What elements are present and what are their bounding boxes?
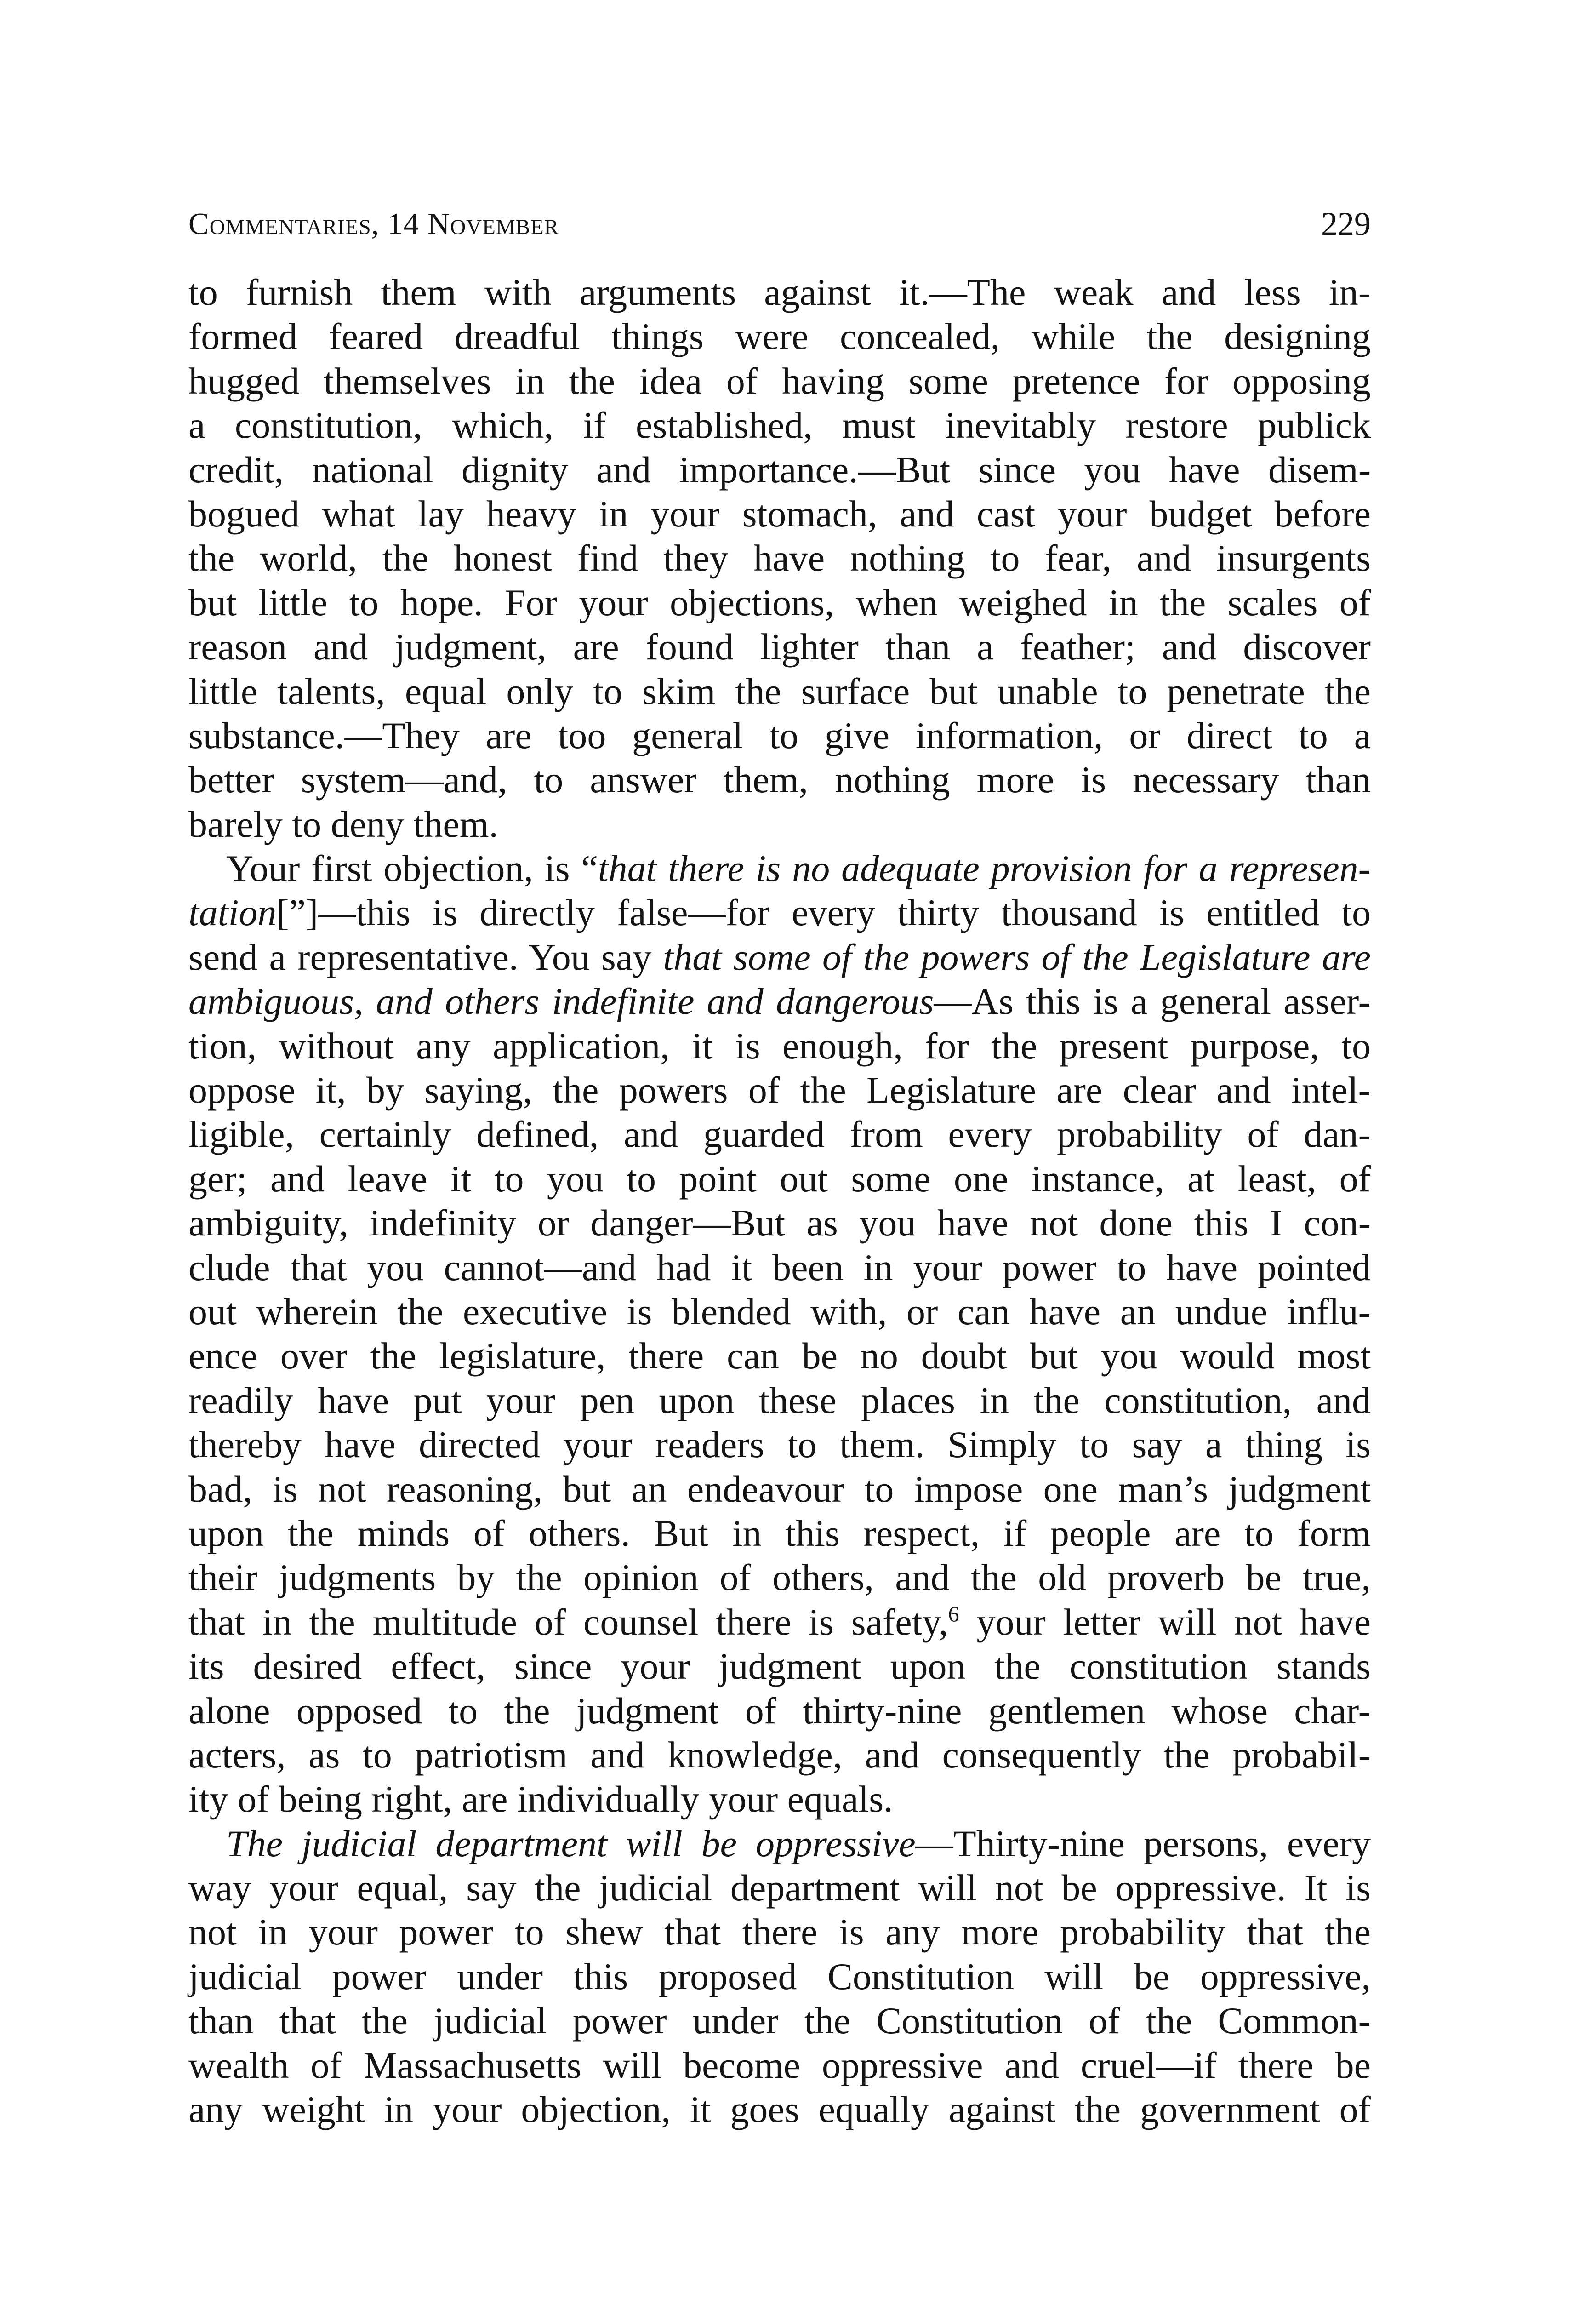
text-run: any weight in your objection, it goes equally against the government of — [188, 2088, 1371, 2131]
text-run: hugged themselves in the idea of having some pretence for opposing — [188, 360, 1371, 402]
text-line — [188, 359, 1371, 403]
text-line — [188, 1556, 1371, 1600]
text-line — [188, 1024, 1371, 1068]
text-line — [188, 1644, 1371, 1688]
text-run: little talents, equal only to skim the surface but unable to penetrate the — [188, 670, 1371, 712]
text-run: out wherein the executive is blended with, or can have an undue influ- — [188, 1290, 1371, 1333]
text-run: than that the judicial power under the Constitution of the Common- — [188, 2000, 1371, 2042]
text-run: [”]—this is directly false—for every thirty thousand is entitled to — [276, 892, 1371, 934]
text-run: —Thirty-nine persons, every — [915, 1822, 1371, 1864]
text-line — [188, 315, 1371, 359]
text-line — [188, 1378, 1371, 1423]
text-run: wealth of Massachusetts will become oppressive and cruel—if there be — [188, 2044, 1371, 2086]
text-line — [188, 2087, 1371, 2132]
text-run: better system—and, to answer them, nothing more is necessary than — [188, 759, 1371, 801]
text-line — [188, 270, 1371, 315]
text-run: readily have put your pen upon these places in the constitution, and — [188, 1379, 1371, 1421]
italic-text: tation — [188, 892, 277, 934]
text-run: tion, without any application, it is enough, for the present purpose, to — [188, 1024, 1371, 1067]
text-line — [188, 979, 1371, 1024]
text-run: that in the multitude of counsel there is safety, — [188, 1601, 948, 1643]
text-line — [188, 1157, 1371, 1201]
text-line — [188, 935, 1371, 979]
text-run: thereby have directed your readers to them. Simply to say a thing is — [188, 1424, 1371, 1466]
text-run: ence over the legislature, there can be no doubt but you would most — [188, 1335, 1371, 1377]
text-line — [188, 1689, 1371, 1733]
text-run: ligible, certainly defined, and guarded from every probability of dan- — [188, 1113, 1371, 1155]
italic-text: The judicial department will be oppressive — [226, 1822, 916, 1864]
text-line — [188, 1999, 1371, 2043]
text-run: substance.—They are too general to give information, or direct to a — [188, 714, 1371, 756]
text-run: formed feared dreadful things were concealed, while the designing — [188, 315, 1371, 358]
text-run: the world, the honest find they have nothing to fear, and insurgents — [188, 537, 1371, 579]
page-number: 229 — [1321, 206, 1371, 242]
body-text — [188, 270, 1371, 2132]
text-run: your letter will not have — [959, 1601, 1371, 1643]
italic-text: that there is no adequate provision for a represen- — [598, 847, 1371, 890]
text-line — [188, 1777, 1371, 1821]
text-line — [188, 891, 1371, 935]
text-line — [188, 403, 1371, 447]
text-line — [188, 1112, 1371, 1156]
text-line — [188, 1511, 1371, 1556]
text-run: to furnish them with arguments against it.—The weak and less in- — [188, 271, 1371, 313]
text-run: credit, national dignity and importance.—But since you have disem- — [188, 448, 1371, 491]
text-run: ger; and leave it to you to point out some one instance, at least, of — [188, 1157, 1371, 1200]
text-line — [188, 1955, 1371, 1999]
text-line — [188, 1423, 1371, 1467]
text-run: reason and judgment, are found lighter than a feather; and discover — [188, 626, 1371, 668]
text-line — [188, 1866, 1371, 1910]
text-line — [188, 1201, 1371, 1245]
text-line — [188, 1467, 1371, 1511]
text-line — [188, 492, 1371, 536]
italic-text: ambiguous, and others indefinite and dangerous — [188, 980, 934, 1023]
text-line — [188, 1246, 1371, 1290]
text-line — [188, 581, 1371, 625]
text-run: acters, as to patriotism and knowledge, and consequently the probabil- — [188, 1733, 1371, 1776]
text-run: oppose it, by saying, the powers of the Legislature are clear and intel- — [188, 1069, 1371, 1111]
text-line — [188, 448, 1371, 492]
text-run: bogued what lay heavy in your stomach, and cast your budget before — [188, 492, 1371, 535]
text-line — [188, 669, 1371, 714]
footnote-reference: 6 — [948, 1602, 959, 1627]
text-line — [188, 1910, 1371, 1954]
text-run: Your first objection, is “ — [226, 847, 598, 890]
text-run: not in your power to shew that there is any more probability that the — [188, 1911, 1371, 1953]
text-run: a constitution, which, if established, must inevitably restore publick — [188, 404, 1371, 446]
page-header — [188, 199, 1371, 249]
text-run: bad, is not reasoning, but an endeavour to impose one man’s judgment — [188, 1468, 1371, 1510]
text-run: judicial power under this proposed Constitution will be oppressive, — [188, 1955, 1371, 1997]
text-line — [188, 1290, 1371, 1334]
text-run: —As this is a general asser- — [934, 980, 1371, 1023]
text-line — [188, 625, 1371, 669]
text-line — [188, 758, 1371, 802]
text-run: its desired effect, since your judgment upon the constitution stands — [188, 1645, 1371, 1687]
text-run: ity of being right, are individually your equals. — [188, 1778, 893, 1820]
text-line — [188, 846, 1371, 891]
text-line — [188, 536, 1371, 580]
italic-text: that some of the powers of the Legislature are — [663, 936, 1371, 978]
text-run: way your equal, say the judicial department will not be oppressive. It is — [188, 1867, 1371, 1909]
text-line — [188, 1733, 1371, 1777]
text-run: clude that you cannot—and had it been in your power to have pointed — [188, 1246, 1371, 1288]
text-run: barely to deny them. — [188, 803, 499, 845]
text-run: upon the minds of others. But in this respect, if people are to form — [188, 1512, 1371, 1554]
text-line — [188, 1822, 1371, 1866]
text-line — [188, 1334, 1371, 1378]
text-line — [188, 2043, 1371, 2087]
text-run: send a representative. You say — [188, 936, 663, 978]
text-run: but little to hope. For your objections, when weighed in the scales of — [188, 581, 1371, 623]
text-line — [188, 714, 1371, 758]
text-line — [188, 1600, 1371, 1644]
text-run: their judgments by the opinion of others, and the old proverb be true, — [188, 1556, 1371, 1599]
text-line — [188, 1068, 1371, 1112]
running-head: Commentaries, 14 November — [188, 207, 559, 241]
text-line — [188, 802, 1371, 846]
text-run: ambiguity, indefinity or danger—But as you have not done this I con- — [188, 1202, 1371, 1244]
text-run: alone opposed to the judgment of thirty-nine gentlemen whose char- — [188, 1689, 1371, 1732]
